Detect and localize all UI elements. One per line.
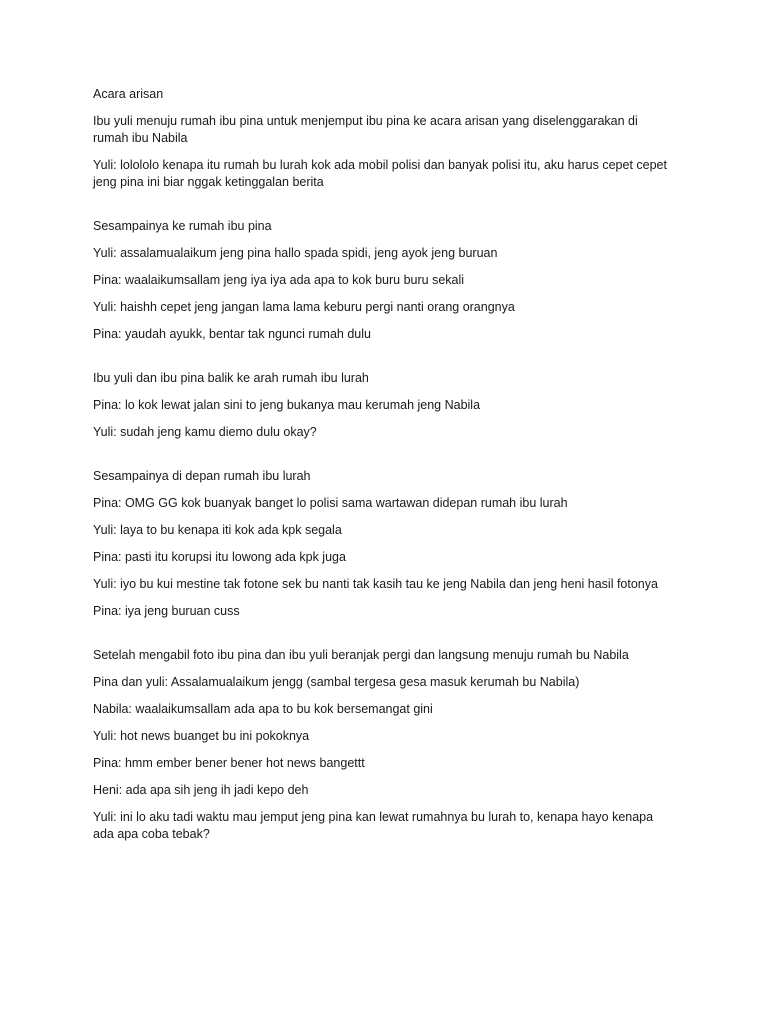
- dialogue-line: Heni: ada apa sih jeng ih jadi kepo deh: [93, 783, 309, 797]
- scene-heading: Setelah mengabil foto ibu pina dan ibu yuli beranjak pergi dan langsung menuju rumah bu Nabila: [93, 648, 629, 662]
- section-gap: [93, 201, 673, 218]
- scene-heading: Sesampainya ke rumah ibu pina: [93, 219, 272, 233]
- dialogue-line: Yuli: hot news buanget bu ini pokoknya: [93, 729, 310, 743]
- document-title: Acara arisan: [93, 87, 164, 101]
- narration-paragraph: Ibu yuli menuju rumah ibu pina untuk menjemput ibu pina ke acara arisan yang diselenggarakan di rumah ibu Nabila: [93, 114, 638, 145]
- dialogue-line: Yuli: haishh cepet jeng jangan lama lama keburu pergi nanti orang orangnya: [93, 300, 515, 314]
- dialogue-line: Pina: waalaikumsallam jeng iya iya ada apa to kok buru buru sekali: [93, 273, 465, 287]
- dialogue-line: Pina: pasti itu korupsi itu lowong ada kpk juga: [93, 550, 346, 564]
- scene-heading: Sesampainya di depan rumah ibu lurah: [93, 469, 311, 483]
- section-gap: [93, 451, 673, 468]
- dialogue-line: Yuli: iyo bu kui mestine tak fotone sek bu nanti tak kasih tau ke jeng Nabila dan jeng heni hasil fotonya: [93, 577, 658, 591]
- dialogue-line: Pina dan yuli: Assalamualaikum jengg (sambal tergesa gesa masuk kerumah bu Nabila): [93, 675, 580, 689]
- dialogue-line: Yuli: ini lo aku tadi waktu mau jemput jeng pina kan lewat rumahnya bu lurah to, kenapa hayo kenapa ada apa coba tebak?: [93, 810, 654, 841]
- section-gap: [93, 353, 673, 370]
- dialogue-line: Yuli: lolololo kenapa itu rumah bu lurah kok ada mobil polisi dan banyak polisi itu, aku harus cepet cepet jeng pina ini biar nggak ketinggalan berita: [93, 158, 667, 189]
- dialogue-line: Yuli: sudah jeng kamu diemo dulu okay?: [93, 425, 317, 439]
- scene-heading: Ibu yuli dan ibu pina balik ke arah rumah ibu lurah: [93, 371, 369, 385]
- dialogue-line: Nabila: waalaikumsallam ada apa to bu kok bersemangat gini: [93, 702, 433, 716]
- dialogue-line: Pina: lo kok lewat jalan sini to jeng bukanya mau kerumah jeng Nabila: [93, 398, 481, 412]
- dialogue-line: Yuli: assalamualaikum jeng pina hallo spada spidi, jeng ayok jeng buruan: [93, 246, 498, 260]
- dialogue-line: Pina: hmm ember bener bener hot news bangettt: [93, 756, 365, 770]
- dialogue-line: Yuli: laya to bu kenapa iti kok ada kpk segala: [93, 523, 342, 537]
- dialogue-line: Pina: iya jeng buruan cuss: [93, 604, 240, 618]
- dialogue-line: Pina: yaudah ayukk, bentar tak ngunci rumah dulu: [93, 327, 371, 341]
- section-gap: [93, 630, 673, 647]
- dialogue-line: Pina: OMG GG kok buanyak banget lo polisi sama wartawan didepan rumah ibu lurah: [93, 496, 568, 510]
- document-body: [93, 86, 673, 853]
